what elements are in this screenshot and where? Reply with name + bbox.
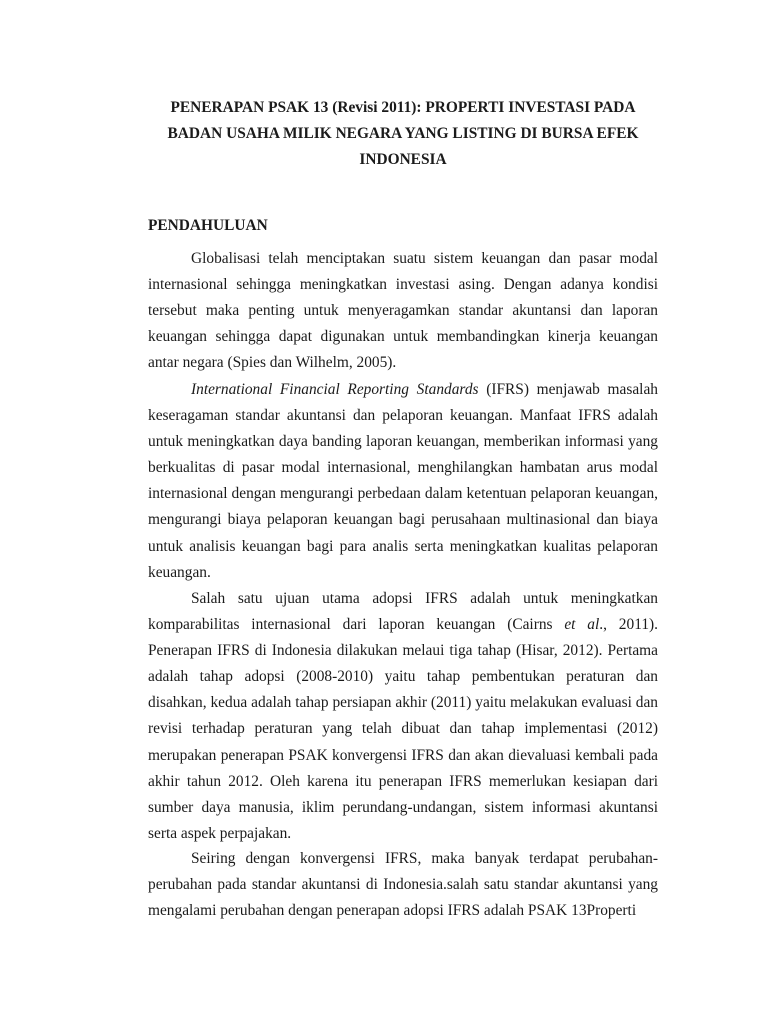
- paragraph-3-text-before: Salah satu ujuan utama adopsi IFRS adalah untuk meningkatkan komparabilitas internasional dari laporan keuangan (Cairns: [148, 590, 658, 634]
- title-line-3: INDONESIA: [359, 151, 447, 168]
- title-line-2: BADAN USAHA MILIK NEGARA YANG LISTING DI BURSA EFEK: [167, 125, 639, 142]
- paragraph-2: [148, 377, 658, 586]
- paragraph-2-italic-term: International Financial Reporting Standards: [191, 381, 479, 398]
- paragraph-3: [148, 586, 658, 847]
- title-line-1: PENERAPAN PSAK 13 (Revisi 2011): PROPERTI INVESTASI PADA: [170, 99, 636, 116]
- paper-title: [148, 95, 658, 173]
- paragraph-4-text: Seiring dengan konvergensi IFRS, maka banyak terdapat perubahan-perubahan pada standar akuntansi di Indonesia.salah satu standar akuntansi yang mengalami perubahan dengan penerapan adopsi IFRS adalah PSAK 13Properti: [148, 850, 658, 920]
- paragraph-1-text: Globalisasi telah menciptakan suatu sistem keuangan dan pasar modal internasional sehingga meningkatkan investasi asing. Dengan adanya kondisi tersebut maka penting untuk menyeragamkan standar akuntansi dan laporan keuangan sehingga dapat digunakan untuk membandingkan kinerja keuangan antar negara (Spies dan Wilhelm, 2005).: [148, 250, 658, 372]
- paragraph-4: [148, 846, 658, 924]
- section-heading: PENDAHULUAN: [148, 217, 268, 234]
- paragraph-3-text-after: ., 2011). Penerapan IFRS di Indonesia dilakukan melaui tiga tahap (Hisar, 2012). Pertama adalah tahap adopsi (2008-2010) yaitu tahap pembentukan peraturan dan disahkan, kedua adalah tahap persiapan akhir (2011) yaitu melakukan evaluasi dan revisi terhadap peraturan yang telah dibuat dan tahap implementasi (2012) merupakan penerapan PSAK konvergensi IFRS dan akan dievaluasi kembali pada akhir tahun 2012. Oleh karena itu penerapan IFRS memerlukan kesiapan dari sumber daya manusia, iklim perundang-undangan, sistem informasi akuntansi serta aspek perpajakan.: [148, 616, 658, 842]
- paragraph-3-citation-italic: et al: [564, 616, 600, 634]
- paragraph-1: [148, 246, 658, 376]
- paragraph-2-text: (IFRS) menjawab masalah keseragaman standar akuntansi dan pelaporan keuangan. Manfaat IFRS adalah untuk meningkatkan daya banding laporan keuangan, memberikan informasi yang berkualitas di pasar modal internasional, menghilangkan hambatan arus modal internasional dengan mengurangi perbedaan dalam ketentuan pelaporan keuangan, mengurangi biaya pelaporan keuangan bagi perusahaan multinasional dan biaya untuk analisis keuangan bagi para analis serta meningkatkan kualitas pelaporan keuangan.: [148, 381, 658, 581]
